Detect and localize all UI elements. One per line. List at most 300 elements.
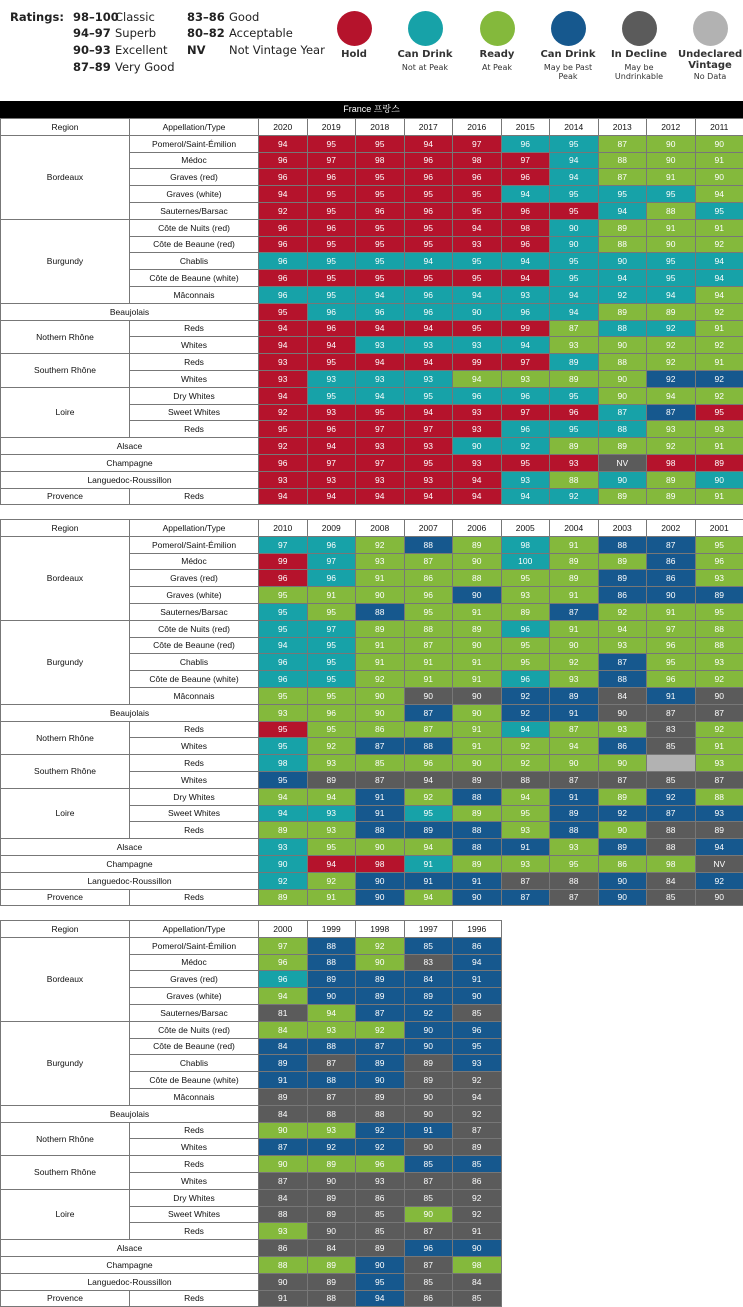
appellation-cell: Pomerol/Saint-Émilion [130, 536, 259, 553]
status-sublabel: No Data [670, 72, 743, 81]
rating-cell: 92 [453, 1189, 502, 1206]
rating-cell: 86 [647, 553, 696, 570]
rating-cell: 87 [647, 805, 696, 822]
rating-cell: 95 [550, 253, 599, 270]
year-header: 2015 [501, 119, 550, 136]
rating-cell: 91 [695, 320, 743, 337]
region-header: Region [1, 520, 130, 537]
rating-label: Very Good [115, 60, 175, 74]
rating-cell: 97 [647, 620, 696, 637]
rating-range: 90–93 [73, 43, 111, 57]
rating-cell: 88 [695, 637, 743, 654]
table-row [1, 855, 743, 872]
rating-cell: 92 [695, 236, 743, 253]
rating-cell: 88 [307, 954, 356, 971]
rating-cell: 87 [404, 553, 453, 570]
rating-cell: 93 [259, 354, 308, 371]
rating-cell: 86 [647, 570, 696, 587]
appellation-cell: Sweet Whites [130, 1206, 259, 1223]
rating-cell: 90 [453, 1240, 502, 1257]
rating-cell: 93 [453, 404, 502, 421]
region-cell: Champagne [1, 1256, 259, 1273]
status-label: Hold [314, 49, 394, 60]
rating-cell: 97 [259, 536, 308, 553]
rating-range: 80–82 [187, 26, 225, 40]
rating-cell: 83 [647, 721, 696, 738]
table-row [1, 320, 743, 337]
year-header: 1997 [404, 921, 453, 938]
rating-cell: 90 [453, 438, 502, 455]
rating-cell: 94 [550, 738, 599, 755]
status-sublabel: May be Undrinkable [609, 63, 669, 81]
rating-cell: 92 [453, 1206, 502, 1223]
year-header: 2018 [356, 119, 405, 136]
rating-cell: 94 [453, 219, 502, 236]
rating-cell: 86 [356, 721, 405, 738]
rating-cell: 90 [404, 1038, 453, 1055]
table-row [1, 303, 743, 320]
rating-cell: 95 [259, 303, 308, 320]
rating-cell: 93 [453, 236, 502, 253]
rating-cell: 89 [404, 1055, 453, 1072]
table-row [1, 1021, 502, 1038]
rating-cell: 91 [356, 637, 405, 654]
rating-cell: 92 [695, 872, 743, 889]
rating-cell: 94 [307, 855, 356, 872]
year-header: 2011 [695, 119, 743, 136]
rating-cell: 93 [356, 471, 405, 488]
rating-cell: 95 [695, 536, 743, 553]
rating-cell: 95 [307, 186, 356, 203]
rating-cell: 95 [307, 603, 356, 620]
rating-cell: 89 [647, 303, 696, 320]
appellation-cell: Graves (red) [130, 570, 259, 587]
region-header: Region [1, 921, 130, 938]
rating-cell: 92 [356, 536, 405, 553]
rating-cell: 95 [259, 620, 308, 637]
table-row [1, 471, 743, 488]
table-row [1, 219, 743, 236]
rating-cell: 96 [259, 971, 308, 988]
rating-cell: 89 [259, 889, 308, 906]
rating-cell: 93 [356, 1172, 405, 1189]
rating-cell: 92 [647, 788, 696, 805]
region-cell: Loire [1, 788, 130, 838]
rating-cell: 96 [259, 253, 308, 270]
region-cell: Alsace [1, 438, 259, 455]
rating-cell: 89 [356, 1240, 405, 1257]
rating-cell: 93 [307, 805, 356, 822]
rating-cell: 89 [453, 855, 502, 872]
rating-cell: 90 [453, 637, 502, 654]
rating-cell: 96 [404, 587, 453, 604]
year-header: 1996 [453, 921, 502, 938]
rating-cell: 94 [501, 337, 550, 354]
rating-cell: 92 [695, 370, 743, 387]
rating-cell: 94 [404, 404, 453, 421]
rating-cell: 93 [550, 671, 599, 688]
rating-cell: 96 [259, 286, 308, 303]
rating-cell: 96 [404, 152, 453, 169]
rating-cell: 95 [404, 186, 453, 203]
rating-cell: 89 [647, 488, 696, 505]
rating-cell: 96 [404, 202, 453, 219]
appellation-cell: Côte de Nuits (red) [130, 620, 259, 637]
rating-cell: 94 [307, 488, 356, 505]
rating-cell: 88 [404, 536, 453, 553]
rating-cell: 94 [404, 253, 453, 270]
header-row [1, 921, 502, 938]
rating-cell: 89 [598, 488, 647, 505]
rating-cell: 95 [307, 671, 356, 688]
rating-cell: 87 [695, 704, 743, 721]
rating-cell: 94 [259, 337, 308, 354]
rating-cell: 90 [404, 1021, 453, 1038]
rating-cell: 91 [647, 687, 696, 704]
rating-cell: 95 [307, 253, 356, 270]
rating-cell: 95 [453, 186, 502, 203]
rating-cell: 96 [501, 671, 550, 688]
rating-cell: 88 [453, 788, 502, 805]
rating-cell: 91 [453, 971, 502, 988]
rating-cell: 92 [501, 704, 550, 721]
rating-cell: 95 [307, 236, 356, 253]
rating-cell: 92 [695, 721, 743, 738]
rating-cell: 95 [647, 654, 696, 671]
rating-cell: 95 [307, 721, 356, 738]
rating-cell: 94 [647, 286, 696, 303]
rating-cell: 95 [550, 202, 599, 219]
rating-cell: 96 [501, 620, 550, 637]
rating-cell: 95 [356, 1273, 405, 1290]
rating-cell: 96 [501, 303, 550, 320]
rating-cell: 92 [501, 438, 550, 455]
year-header: 2012 [647, 119, 696, 136]
appellation-cell: Reds [130, 721, 259, 738]
appellation-cell: Dry Whites [130, 788, 259, 805]
rating-cell: 94 [404, 889, 453, 906]
rating-cell: 96 [356, 202, 405, 219]
rating-cell: 95 [501, 654, 550, 671]
rating-cell: 93 [307, 1021, 356, 1038]
year-header: 2002 [647, 520, 696, 537]
appellation-cell: Whites [130, 1172, 259, 1189]
rating-cell: 91 [356, 788, 405, 805]
rating-cell: 93 [550, 839, 599, 856]
rating-cell: 94 [259, 637, 308, 654]
region-cell: Loire [1, 1189, 130, 1239]
rating-cell: 96 [501, 135, 550, 152]
rating-cell: 96 [307, 570, 356, 587]
rating-cell: 93 [453, 1055, 502, 1072]
rating-cell: 94 [695, 186, 743, 203]
rating-cell: 86 [598, 587, 647, 604]
rating-cell: 95 [404, 454, 453, 471]
region-cell: Champagne [1, 454, 259, 471]
rating-cell: 95 [501, 454, 550, 471]
appellation-header: Appellation/Type [130, 119, 259, 136]
rating-cell: 84 [647, 872, 696, 889]
appellation-cell: Whites [130, 1139, 259, 1156]
rating-cell: 87 [550, 320, 599, 337]
rating-cell: 94 [501, 253, 550, 270]
rating-cell: 93 [404, 471, 453, 488]
rating-cell: 95 [356, 186, 405, 203]
rating-cell: 95 [259, 738, 308, 755]
rating-cell: 90 [695, 169, 743, 186]
rating-cell: 90 [550, 637, 599, 654]
region-cell: Languedoc-Roussillon [1, 872, 259, 889]
rating-cell: 96 [259, 152, 308, 169]
rating-cell: 93 [501, 286, 550, 303]
rating-cell: 91 [453, 872, 502, 889]
rating-cell: 85 [453, 1004, 502, 1021]
rating-cell: 95 [307, 654, 356, 671]
table-row [1, 1105, 502, 1122]
rating-cell: 88 [307, 1038, 356, 1055]
rating-cell: 96 [307, 421, 356, 438]
rating-cell: 94 [453, 954, 502, 971]
rating-cell: 92 [695, 387, 743, 404]
rating-cell: 93 [307, 755, 356, 772]
rating-cell: 96 [550, 404, 599, 421]
rating-cell: 94 [356, 488, 405, 505]
appellation-cell: Chablis [130, 654, 259, 671]
rating-cell: 90 [647, 587, 696, 604]
appellation-cell: Côte de Nuits (red) [130, 219, 259, 236]
rating-cell: 94 [501, 488, 550, 505]
rating-cell: 94 [356, 286, 405, 303]
appellation-cell: Whites [130, 337, 259, 354]
year-header: 2004 [550, 520, 599, 537]
rating-cell: 94 [598, 270, 647, 287]
appellation-cell: Chablis [130, 253, 259, 270]
rating-cell: 94 [356, 320, 405, 337]
rating-cell: 91 [453, 1223, 502, 1240]
table-row [1, 1240, 502, 1257]
rating-cell: 98 [453, 152, 502, 169]
rating-cell: 90 [598, 889, 647, 906]
rating-cell: 88 [598, 536, 647, 553]
year-header: 2007 [404, 520, 453, 537]
rating-cell: 92 [647, 320, 696, 337]
rating-cell: 90 [453, 755, 502, 772]
rating-cell: 87 [356, 1004, 405, 1021]
rating-cell: 87 [501, 889, 550, 906]
rating-label: Not Vintage Year [229, 43, 325, 57]
appellation-cell: Graves (red) [130, 971, 259, 988]
rating-cell: 95 [307, 286, 356, 303]
table-row [1, 704, 743, 721]
rating-cell: 89 [356, 988, 405, 1005]
appellation-cell: Whites [130, 771, 259, 788]
table-row [1, 488, 743, 505]
rating-cell: 92 [259, 404, 308, 421]
rating-cell: 96 [501, 202, 550, 219]
rating-cell: 93 [404, 438, 453, 455]
region-header: Region [1, 119, 130, 136]
appellation-cell: Dry Whites [130, 387, 259, 404]
appellation-header: Appellation/Type [130, 520, 259, 537]
rating-cell: 90 [598, 755, 647, 772]
rating-cell: 94 [404, 488, 453, 505]
appellation-cell: Reds [130, 1122, 259, 1139]
rating-cell: 91 [356, 654, 405, 671]
rating-cell: 94 [259, 988, 308, 1005]
rating-cell: 87 [404, 1223, 453, 1240]
appellation-cell: Reds [130, 488, 259, 505]
table-row [1, 788, 743, 805]
rating-cell: 84 [259, 1021, 308, 1038]
rating-cell: 92 [501, 738, 550, 755]
rating-cell: 91 [404, 654, 453, 671]
rating-cell: 87 [259, 1139, 308, 1156]
status-sublabel: May be Past Peak [538, 63, 598, 81]
rating-cell: 93 [695, 805, 743, 822]
rating-cell: 94 [404, 320, 453, 337]
rating-cell: 92 [404, 788, 453, 805]
rating-cell: 90 [550, 755, 599, 772]
rating-cell: 96 [501, 236, 550, 253]
rating-cell: 92 [550, 488, 599, 505]
header-row [1, 119, 743, 136]
rating-cell: 91 [453, 603, 502, 620]
year-header: 2016 [453, 119, 502, 136]
appellation-cell: Sweet Whites [130, 805, 259, 822]
rating-cell: 96 [647, 637, 696, 654]
rating-cell: 95 [453, 253, 502, 270]
rating-cell: 88 [259, 1256, 308, 1273]
year-header: 2008 [356, 520, 405, 537]
rating-cell: 92 [695, 337, 743, 354]
rating-cell: 88 [356, 1105, 405, 1122]
appellation-cell: Mâconnais [130, 1088, 259, 1105]
rating-cell: 96 [259, 236, 308, 253]
rating-cell: 91 [453, 738, 502, 755]
table-row [1, 536, 743, 553]
rating-cell: 89 [404, 1072, 453, 1089]
rating-cell: 93 [259, 1223, 308, 1240]
appellation-cell: Mâconnais [130, 286, 259, 303]
rating-cell: 90 [356, 889, 405, 906]
rating-cell: 94 [259, 186, 308, 203]
appellation-cell: Mâconnais [130, 687, 259, 704]
rating-cell: 96 [307, 219, 356, 236]
rating-label: Classic [115, 10, 155, 24]
table-row [1, 387, 743, 404]
rating-cell: 90 [647, 236, 696, 253]
appellation-cell: Côte de Beaune (red) [130, 1038, 259, 1055]
rating-cell: 89 [307, 971, 356, 988]
rating-cell: 95 [404, 270, 453, 287]
rating-cell: 90 [356, 587, 405, 604]
rating-cell: 95 [501, 805, 550, 822]
rating-cell: 91 [550, 536, 599, 553]
region-cell: Nothern Rhône [1, 320, 130, 354]
rating-cell: 92 [550, 654, 599, 671]
rating-cell: 96 [404, 755, 453, 772]
rating-cell: 91 [404, 1122, 453, 1139]
rating-cell: 97 [356, 421, 405, 438]
table-row [1, 438, 743, 455]
rating-cell: 95 [404, 603, 453, 620]
rating-cell: 91 [356, 805, 405, 822]
rating-cell: 93 [307, 404, 356, 421]
rating-cell: 96 [307, 320, 356, 337]
region-cell: Champagne [1, 855, 259, 872]
table-row [1, 1256, 502, 1273]
rating-cell: 88 [550, 471, 599, 488]
table-row [1, 1122, 502, 1139]
rating-cell: 95 [307, 387, 356, 404]
rating-cell: 89 [307, 1206, 356, 1223]
appellation-cell: Côte de Nuits (red) [130, 1021, 259, 1038]
rating-cell: 89 [550, 370, 599, 387]
rating-cell: 91 [647, 603, 696, 620]
rating-cell: 84 [598, 687, 647, 704]
rating-cell: 94 [550, 286, 599, 303]
rating-cell: 84 [259, 1038, 308, 1055]
rating-cell: 98 [647, 454, 696, 471]
rating-cell: 96 [404, 1240, 453, 1257]
rating-cell: 93 [501, 471, 550, 488]
rating-cell: 94 [501, 788, 550, 805]
rating-cell: 93 [501, 855, 550, 872]
appellation-cell: Pomerol/Saint-Émilion [130, 937, 259, 954]
rating-cell: 90 [259, 1156, 308, 1173]
region-cell: Beaujolais [1, 303, 259, 320]
rating-cell: 93 [695, 654, 743, 671]
rating-cell: 87 [404, 1256, 453, 1273]
rating-cell: 91 [404, 855, 453, 872]
region-cell: Alsace [1, 839, 259, 856]
year-header: 2014 [550, 119, 599, 136]
vintage-table-2 [0, 519, 743, 906]
rating-cell: 93 [501, 587, 550, 604]
rating-cell: 93 [307, 370, 356, 387]
rating-cell: 95 [695, 202, 743, 219]
rating-cell: 90 [404, 1088, 453, 1105]
rating-cell: 95 [598, 186, 647, 203]
rating-cell: 91 [453, 721, 502, 738]
rating-cell: 90 [404, 1105, 453, 1122]
table-row [1, 1290, 502, 1307]
rating-cell: 91 [647, 219, 696, 236]
region-cell: Nothern Rhône [1, 721, 130, 755]
status-sublabel: At Peak [457, 63, 537, 72]
region-cell: Southern Rhône [1, 354, 130, 388]
rating-cell: 92 [307, 872, 356, 889]
rating-cell: 94 [598, 620, 647, 637]
year-header: 2013 [598, 119, 647, 136]
rating-cell: 90 [598, 370, 647, 387]
rating-cell: 98 [647, 855, 696, 872]
rating-cell: 84 [453, 1273, 502, 1290]
appellation-cell: Reds [130, 822, 259, 839]
rating-cell: 85 [356, 1206, 405, 1223]
region-cell: Bordeaux [1, 135, 130, 219]
region-cell: Southern Rhône [1, 1156, 130, 1190]
rating-cell: 96 [695, 553, 743, 570]
rating-cell: 91 [307, 587, 356, 604]
rating-cell: 90 [598, 822, 647, 839]
rating-cell: 89 [550, 805, 599, 822]
rating-cell: 95 [453, 202, 502, 219]
rating-cell: 90 [453, 587, 502, 604]
ratings-title: Ratings: [10, 10, 64, 24]
rating-cell: 88 [307, 1290, 356, 1307]
rating-cell: 93 [501, 822, 550, 839]
